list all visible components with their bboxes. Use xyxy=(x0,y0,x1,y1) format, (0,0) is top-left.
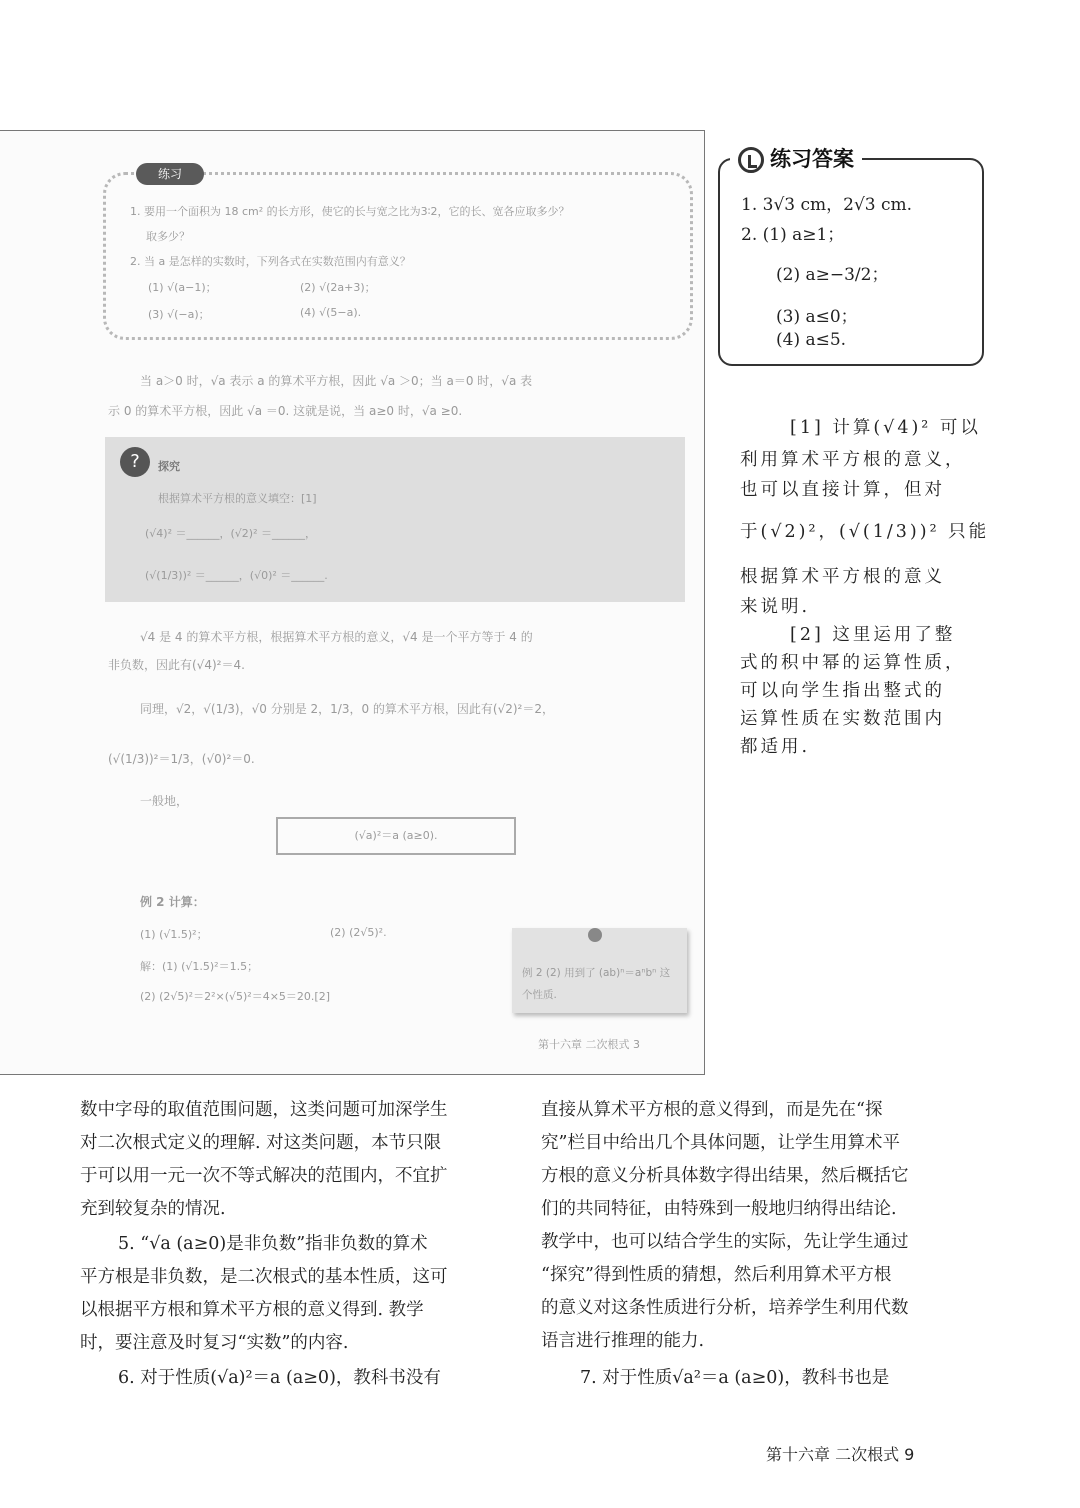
inset-paragraph-3-cont: (√(1/3))²＝1/3，(√0)²＝0. xyxy=(108,752,255,766)
answer-line-2: 2. (1) a≥1； xyxy=(741,225,845,245)
side-note-1-line-3: 也可以直接计算，但对 xyxy=(740,480,945,500)
left-col-line-4: 充到较复杂的情况. xyxy=(80,1199,226,1219)
exercise-q1-cont: 取多少？ xyxy=(146,230,190,243)
answer-line-3: (2) a≥−3/2； xyxy=(776,265,889,285)
inset-paragraph-1: 当 a＞0 时，√a 表示 a 的算术平方根，因此 √a ＞0；当 a＝0 时，√a 表 xyxy=(140,374,533,388)
exercise-tag: 练习 xyxy=(136,163,204,185)
left-col-line-1: 数中字母的取值范围问题，这类问题可加深学生 xyxy=(80,1100,448,1120)
left-col-line-2: 对二次根式定义的理解. 对这类问题，本节只限 xyxy=(80,1133,442,1153)
explore-line-3: (√(1/3))² ＝______，(√0)² ＝______. xyxy=(145,569,328,582)
answers-icon xyxy=(738,147,764,173)
right-col-line-1: 直接从算术平方根的意义得到，而是先在“探 xyxy=(541,1100,883,1120)
answers-title-text: 练习答案 xyxy=(770,147,854,171)
left-col-line-7: 以根据平方根和算术平方根的意义得到. 教学 xyxy=(80,1300,424,1320)
left-col-line-8: 时，要注意及时复习“实数”的内容. xyxy=(80,1333,349,1353)
formula-box: (√a)²＝a (a≥0). xyxy=(276,817,516,855)
side-note-2-line-2: 式的积中幂的运算性质， xyxy=(740,653,966,673)
right-col-line-2: 究”栏目中给出几个具体问题，让学生用算术平 xyxy=(541,1133,900,1153)
left-col-line-5: 5. “√a (a≥0)是非负数”指非负数的算术 xyxy=(118,1234,428,1254)
answer-line-5: (4) a≤5. xyxy=(776,330,847,350)
answers-title xyxy=(730,143,862,173)
exercise-q2: 2. 当 a 是怎样的实数时，下列各式在实数范围内有意义？ xyxy=(130,255,411,268)
side-note-1-line-4: 于(√2)²，(√(1/3))² 只能 xyxy=(740,522,990,542)
example-2-q1: (1) (√1.5)²； xyxy=(140,928,208,941)
exercise-item-3: (3) √(−a)； xyxy=(148,308,210,321)
right-col-line-3: 方根的意义分析具体数字得出结果，然后概括它 xyxy=(541,1166,909,1186)
explore-title: 探究 xyxy=(158,460,180,473)
side-note-1-line-5: 根据算术平方根的意义 xyxy=(740,567,945,587)
generally-label: 一般地， xyxy=(140,794,189,808)
side-note-2-line-5: 都适用. xyxy=(740,737,811,757)
example-2-q2: (2) (2√5)². xyxy=(330,926,387,939)
side-note-1-line-2: 利用算术平方根的意义， xyxy=(740,450,966,470)
side-note-2-line-3: 可以向学生指出整式的 xyxy=(740,681,945,701)
right-col-line-7: 的意义对这条性质进行分析，培养学生利用代数 xyxy=(541,1298,909,1318)
example-2-answer-2: (2) (2√5)²＝2²×(√5)²＝4×5＝20.[2] xyxy=(140,990,330,1003)
answer-line-4: (3) a≤0； xyxy=(776,307,858,327)
right-col-line-5: 教学中，也可以结合学生的实际，先让学生通过 xyxy=(541,1232,909,1252)
margin-note-text: 例 2 (2) 用到了 (ab)ⁿ＝aⁿbⁿ 这个性质. xyxy=(522,967,671,1001)
pin-icon xyxy=(588,928,602,942)
side-note-2-line-1: [2] 这里运用了整 xyxy=(790,625,956,645)
right-col-line-6: “探究”得到性质的猜想，然后利用算术平方根 xyxy=(541,1265,892,1285)
left-col-line-9: 6. 对于性质(√a)²＝a (a≥0)，教科书没有 xyxy=(118,1368,441,1388)
right-col-line-8: 语言进行推理的能力. xyxy=(541,1331,705,1351)
explore-line-2: (√4)² ＝______，(√2)² ＝______， xyxy=(145,527,316,540)
exercise-item-2: (2) √(2a+3)； xyxy=(300,281,376,294)
example-2-title: 例 2 计算： xyxy=(140,895,205,909)
explore-line-1: 根据算术平方根的意义填空：[1] xyxy=(158,492,317,505)
right-col-line-9: 7. 对于性质√a²＝a (a≥0)，教科书也是 xyxy=(580,1368,890,1388)
inset-paragraph-1-cont: 示 0 的算术平方根，因此 √a ＝0. 这就是说，当 a≥0 时，√a ≥0. xyxy=(108,404,463,418)
side-note-1-line-1: [1] 计算(√4)² 可以 xyxy=(790,418,981,438)
inset-paragraph-3: 同理，√2，√(1/3)，√0 分别是 2，1/3，0 的算术平方根，因此有(√2)²＝2， xyxy=(140,702,555,716)
side-note-1-line-6: 来说明. xyxy=(740,597,811,617)
left-col-line-6: 平方根是非负数，是二次根式的基本性质，这可 xyxy=(80,1267,448,1287)
left-col-line-3: 于可以用一元一次不等式解决的范围内，不宜扩 xyxy=(80,1166,448,1186)
side-note-2-line-4: 运算性质在实数范围内 xyxy=(740,709,945,729)
inset-paragraph-2-cont: 非负数，因此有(√4)²＝4. xyxy=(108,658,245,672)
inset-page-footer: 第十六章 二次根式 3 xyxy=(538,1038,640,1051)
explore-icon: ? xyxy=(120,447,150,477)
example-2-answer-1: 解：(1) (√1.5)²＝1.5； xyxy=(140,960,259,973)
inset-paragraph-2: √4 是 4 的算术平方根，根据算术平方根的意义，√4 是一个平方等于 4 的 xyxy=(140,630,533,644)
right-col-line-4: 们的共同特征，由特殊到一般地归纳得出结论. xyxy=(541,1199,897,1219)
exercise-item-1: (1) √(a−1)； xyxy=(148,281,217,294)
exercise-q1: 1. 要用一个面积为 18 cm² 的长方形，使它的长与宽之比为3∶2，它的长、宽各应取多少？ xyxy=(130,205,570,218)
page-footer: 第十六章 二次根式 9 xyxy=(766,1445,915,1464)
exercise-item-4: (4) √(5−a). xyxy=(300,306,362,319)
answer-line-1: 1. 3√3 cm，2√3 cm. xyxy=(741,195,913,215)
